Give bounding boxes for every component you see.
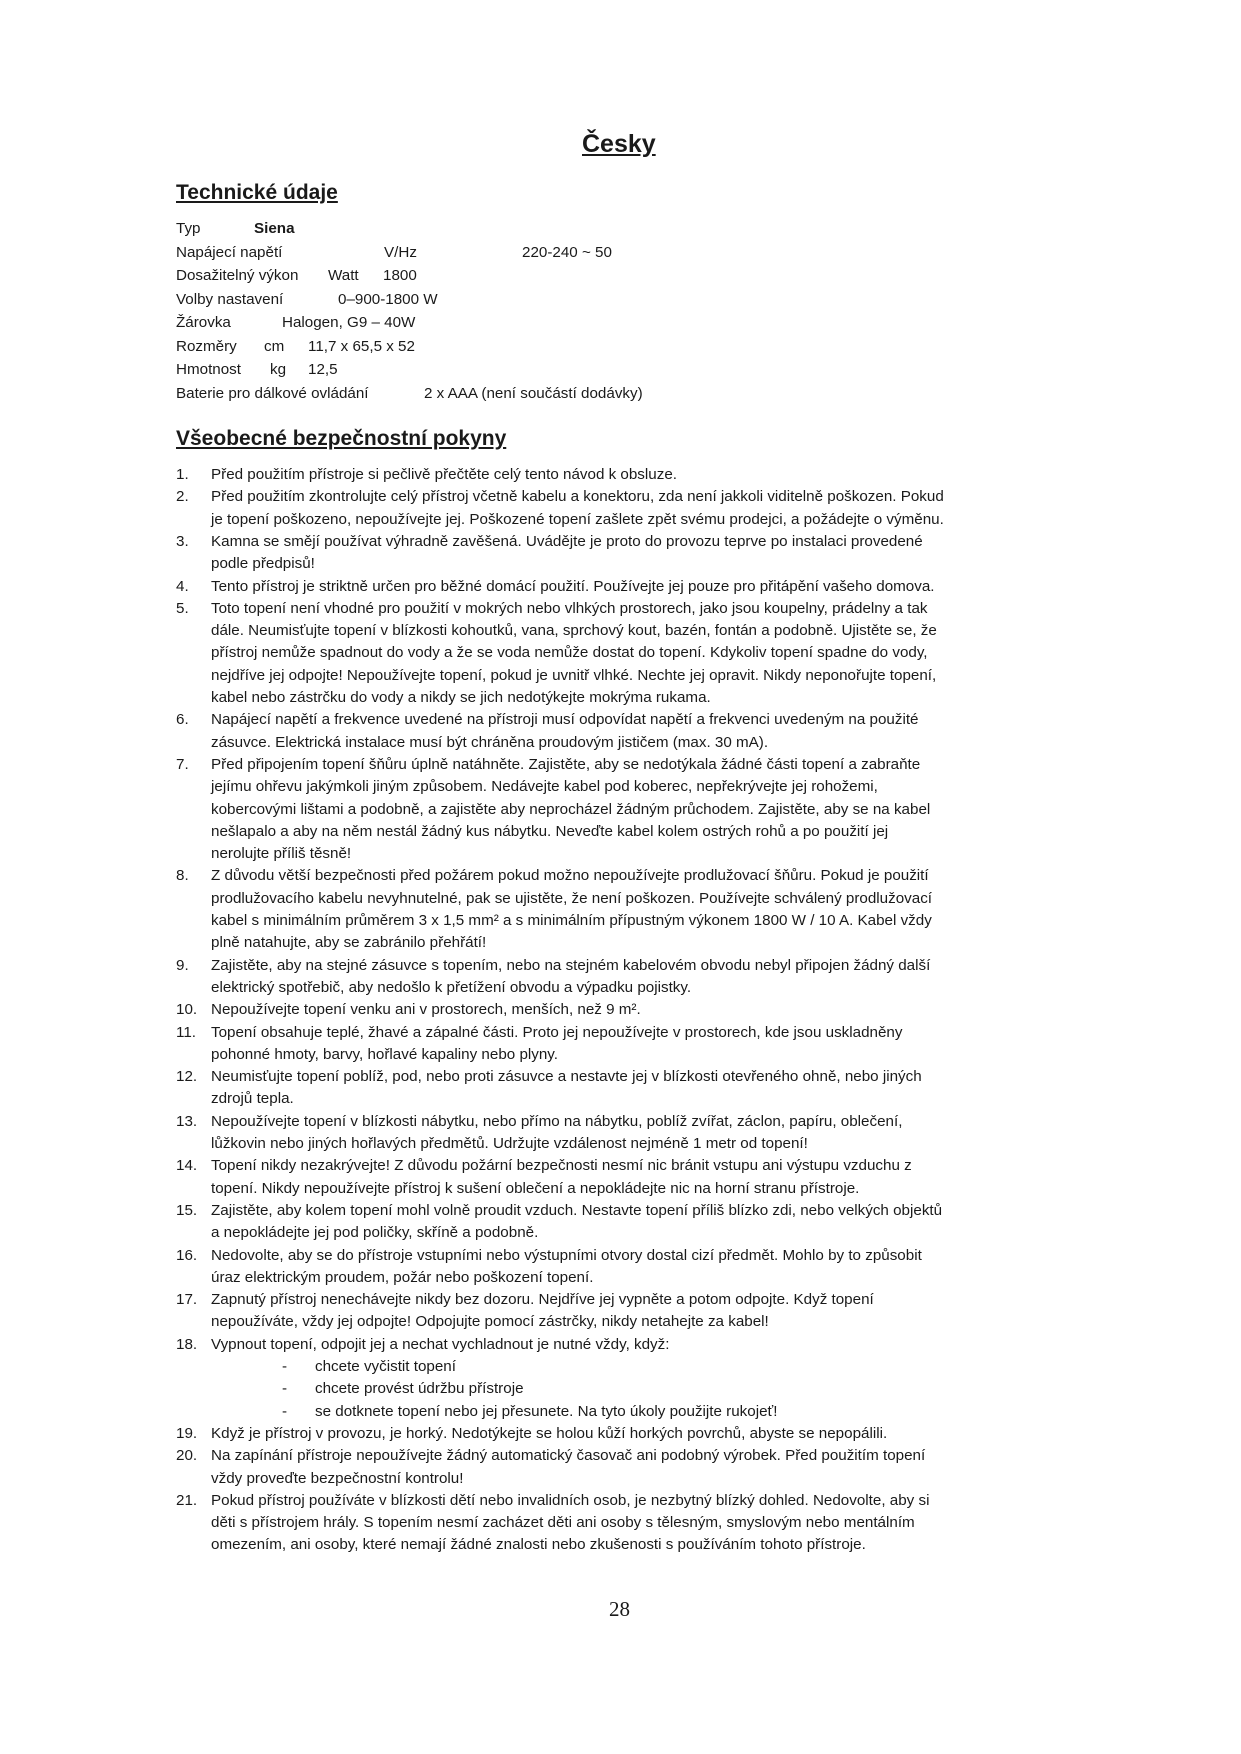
item-text-line: Napájecí napětí a frekvence uvedené na přístroji musí odpovídat napětí a frekvenci uvedeným na použité <box>211 711 919 729</box>
item-text-line: Toto topení není vhodné pro použití v mokrých nebo vlhkých prostorech, jako jsou koupelny, prádelny a tak <box>211 599 928 617</box>
item-number: 1. <box>176 466 189 483</box>
item-text-line: nejdříve jej odpojte! Nepoužívejte topení, pokud je uvnitř vlhké. Nechte jej opravit. Nikdy neponořujte topení, <box>211 666 937 684</box>
item-text-line: Před připojením topení šňůru úplně natáhněte. Zajistěte, aby se nedotýkala žádné části topení a zabraňte <box>211 755 921 773</box>
item-number: 14. <box>176 1157 198 1175</box>
spec-value: 0–900-1800 W <box>338 291 438 308</box>
item-text-line: Před použitím zkontrolujte celý přístroj včetně kabelu a konektoru, zda není jakkoli viditelně poškozen. Pokud <box>211 488 944 506</box>
item-number: 9. <box>176 956 189 974</box>
item-text-line: vždy proveďte bezpečnostní kontrolu! <box>211 1469 464 1487</box>
spec-unit: V/Hz <box>384 244 417 261</box>
item-text-line: kabel s minimálním průměrem 3 x 1,5 mm² a s minimálním přípustným výkonem 1800 W / 10 A. Kabel vždy <box>211 912 932 929</box>
item-text-line: Z důvodu větší bezpečnosti před požárem pokud možno nepoužívejte prodlužovací šňůru. Pokud je použití <box>211 867 929 885</box>
safety-title: Všeobecné bezpečnostní pokyny <box>176 427 507 450</box>
item-text-line: Nepoužívejte topení v blízkosti nábytku, nebo přímo na nábytku, poblíž zvířat, záclon, papíru, oblečení, <box>211 1112 903 1130</box>
spec-label: Baterie pro dálkové ovládání <box>176 385 369 402</box>
item-text-line: a nepokládejte jej pod poličky, skříně a podobně. <box>211 1224 539 1242</box>
item-text-line: zásuvce. Elektrická instalace musí být chráněna proudovým jističem (max. 30 mA). <box>211 733 769 751</box>
item-text-line: Pokud přístroj používáte v blízkosti dětí nebo invalidních osob, je nezbytný blízký dohled. Nedovolte, aby si <box>211 1491 930 1509</box>
item-number: 11. <box>176 1023 196 1041</box>
item-number: 4. <box>176 577 189 595</box>
spec-value: 11,7 x 65,5 x 52 <box>308 338 415 355</box>
item-text-line: elektrický spotřebič, aby nedošlo k přetížení obvodu a výpadku pojistky. <box>211 978 692 996</box>
item-text-line: nerolujte příliš těsně! <box>211 845 352 863</box>
item-text-line: Když je přístroj v provozu, je horký. Nedotýkejte se holou kůží horkých povrchů, abyste se nepopálili. <box>211 1424 888 1442</box>
sub-item-dash: - <box>282 1358 288 1375</box>
item-text-line: topení. Nikdy nepoužívejte přístroj k sušení oblečení a nepokládejte nic na horní stranu přístroje. <box>211 1179 860 1197</box>
item-text-line: dále. Neumisťujte topení v blízkosti kohoutků, vana, sprchový kout, bazén, fontán a podobně. Ujistěte se, že <box>211 622 937 640</box>
item-number: 17. <box>176 1291 198 1309</box>
item-text-line: nepoužíváte, vždy jej odpojte! Odpojujte pomocí zástrčky, nikdy netahejte za kabel! <box>211 1313 769 1331</box>
item-text-line: jejímu ohřevu jakýmkoli jiným způsobem. Nedávejte kabel pod koberec, nepřekrývejte jej rohožemi, <box>211 778 878 796</box>
spec-unit: cm <box>264 338 285 355</box>
item-number: 5. <box>176 599 189 617</box>
item-number: 20. <box>176 1447 198 1465</box>
sub-item-dash: - <box>282 1380 288 1398</box>
item-text-line: Neumisťujte topení poblíž, pod, nebo proti zásuvce a nestavte jej v blízkosti otevřeného ohně, nebo jiných <box>211 1068 922 1086</box>
item-text-line: podle předpisů! <box>211 555 315 573</box>
item-number: 15. <box>176 1201 198 1219</box>
spec-value: 2 x AAA (není součástí dodávky) <box>424 385 643 402</box>
item-text-line: Zajistěte, aby na stejné zásuvce s topením, nebo na stejném kabelovém obvodu nebyl připojen žádný další <box>211 956 931 974</box>
item-text-line: zdrojů tepla. <box>211 1090 294 1108</box>
item-text-line: Vypnout topení, odpojit jej a nechat vychladnout je nutné vždy, když: <box>211 1335 670 1353</box>
item-number: 19. <box>176 1424 198 1442</box>
spec-value: Halogen, G9 – 40W <box>282 314 416 331</box>
item-text-line: Nepoužívejte topení venku ani v prostorech, menších, než 9 m². <box>211 1001 641 1019</box>
item-number: 8. <box>176 867 189 885</box>
spec-value: 12,5 <box>308 361 338 378</box>
spec-unit: Watt <box>328 267 359 284</box>
item-text-line: Kamna se smějí používat výhradně zavěšená. Uvádějte je proto do provozu teprve po instalaci provedené <box>211 532 923 550</box>
item-text-line: je topení poškozeno, nepoužívejte jej. Poškozené topení zašlete zpět svému prodejci, a požádejte o výměnu. <box>211 510 944 528</box>
item-text-line: Topení nikdy nezakrývejte! Z důvodu požární bezpečnosti nesmí nic bránit vstupu ani výstupu vzduchu z <box>211 1157 912 1175</box>
item-text-line: pohonné hmoty, barvy, hořlavé kapaliny nebo plyny. <box>211 1045 558 1063</box>
spec-value: 1800 <box>383 267 417 284</box>
spec-unit: kg <box>270 361 287 378</box>
sub-item-dash: - <box>282 1402 288 1420</box>
spec-value: 220-240 ~ 50 <box>522 244 612 261</box>
spec-label: Volby nastavení <box>176 291 284 308</box>
item-number: 6. <box>176 711 189 729</box>
item-text-line: kabel nebo zástrčku do vody a nikdy se jich nedotýkejte mokrýma rukama. <box>211 689 711 706</box>
item-text-line: přístroj nemůže spadnout do vody a že se voda nemůže dostat do topení. Kdykoliv topení spadne do vody, <box>211 644 928 662</box>
spec-value: Siena <box>254 220 295 237</box>
sub-item-text: chcete provést údržbu přístroje <box>315 1380 524 1398</box>
item-text-line: plně natahujte, aby se zabránilo přehřátí! <box>211 934 487 952</box>
spec-label: Rozměry <box>176 338 237 355</box>
item-text-line: Zapnutý přístroj nenechávejte nikdy bez dozoru. Nejdříve jej vypněte a potom odpojte. Když topení <box>211 1291 874 1309</box>
item-text-line: děti s přístrojem hrály. S topením nesmí zacházet děti ani osoby s tělesným, smyslovým nebo mentálním <box>211 1514 915 1532</box>
item-number: 10. <box>176 1001 198 1019</box>
item-text-line: Zajistěte, aby kolem topení mohl volně proudit vzduch. Nestavte topení příliš blízko zdi, nebo velkých objektů <box>211 1201 943 1219</box>
item-number: 21. <box>176 1491 198 1509</box>
spec-label: Hmotnost <box>176 361 241 378</box>
technical-data-title: Technické údaje <box>176 181 338 204</box>
item-text-line: prodlužovacího kabelu nevyhnutelné, pak se ujistěte, že není poškozen. Používejte schválený prodlužovací <box>211 889 933 907</box>
item-number: 3. <box>176 532 189 550</box>
item-text-line: Tento přístroj je striktně určen pro běžné domácí použití. Používejte jej pouze pro přitápění vašeho domova. <box>211 577 935 595</box>
item-number: 2. <box>176 488 189 506</box>
spec-label: Napájecí napětí <box>176 244 283 261</box>
item-text-line: lůžkovin nebo jiných hořlavých předmětů. Udržujte vzdálenost nejméně 1 metr od topení! <box>211 1135 808 1152</box>
item-number: 18. <box>176 1335 198 1353</box>
language-heading: Česky <box>582 130 656 158</box>
spec-label: Dosažitelný výkon <box>176 267 299 284</box>
spec-label: Žárovka <box>176 314 231 331</box>
page-number: 28 <box>609 1597 630 1621</box>
item-text-line: Před použitím přístroje si pečlivě přečtěte celý tento návod k obsluze. <box>211 466 677 483</box>
sub-item-text: chcete vyčistit topení <box>315 1358 456 1375</box>
item-text-line: nešlapalo a aby na něm nestál žádný kus nábytku. Neveďte kabel kolem ostrých rohů a po použití jej <box>211 822 889 840</box>
item-number: 12. <box>176 1068 198 1086</box>
spec-label: Typ <box>176 220 201 237</box>
item-text-line: Topení obsahuje teplé, žhavé a zápalné části. Proto jej nepoužívejte v prostorech, kde jsou uskladněny <box>211 1023 903 1041</box>
item-text-line: Nedovolte, aby se do přístroje vstupními nebo výstupními otvory dostal cizí předmět. Mohlo by to způsobit <box>211 1246 922 1264</box>
item-text-line: úraz elektrickým proudem, požár nebo poškození topení. <box>211 1268 594 1286</box>
item-text-line: omezením, ani osoby, které nemají žádné znalosti nebo zkušenosti s používáním tohoto přístroje. <box>211 1536 866 1554</box>
sub-item-text: se dotknete topení nebo jej přesunete. Na tyto úkoly použijte rukojeť! <box>315 1402 778 1420</box>
item-number: 13. <box>176 1112 198 1130</box>
item-text-line: Na zapínání přístroje nepoužívejte žádný automatický časovač ani podobný výrobek. Před použitím topení <box>211 1447 926 1465</box>
item-number: 7. <box>176 755 189 773</box>
item-number: 16. <box>176 1246 198 1264</box>
item-text-line: kobercovými lištami a podobně, a zajistěte aby neprocházel žádným průchodem. Zajistěte, aby se na kabel <box>211 800 931 818</box>
